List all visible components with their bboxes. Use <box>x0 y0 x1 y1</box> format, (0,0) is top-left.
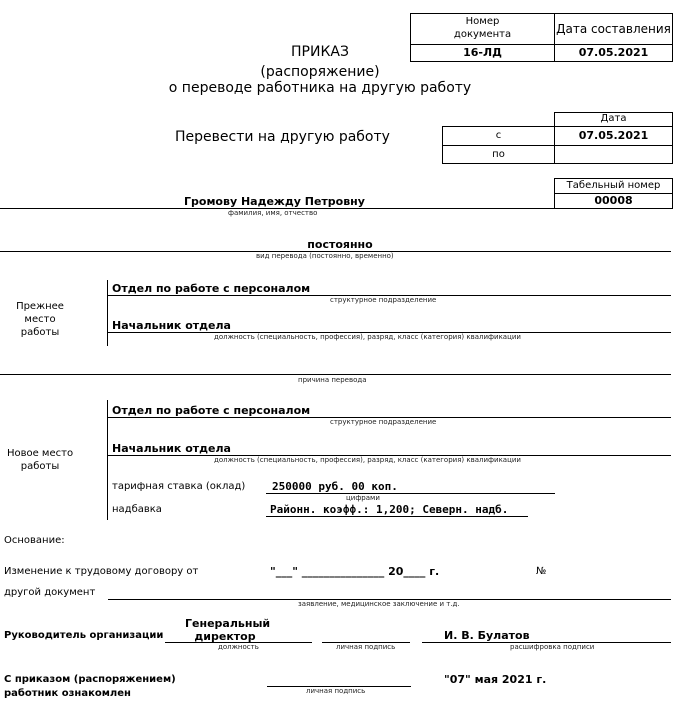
order-title: ПРИКАЗ <box>291 44 349 60</box>
other-doc-caption: заявление, медицинское заключение и т.д. <box>298 600 460 608</box>
ack-date: "07" мая 2021 г. <box>444 673 547 686</box>
head-name-caption: расшифровка подписи <box>510 643 595 651</box>
bonus-line <box>266 516 528 517</box>
prev-position-value: Начальник отдела <box>112 319 231 332</box>
new-position-caption: должность (специальность, профессия), разряд, класс (категория) квалификации <box>214 456 521 464</box>
transfer-heading: Перевести на другую работу <box>175 129 390 145</box>
basis-label: Основание: <box>4 535 65 546</box>
employee-name-caption: фамилия, имя, отчество <box>228 209 318 217</box>
bonus-value: Районн. коэфф.: 1,200; Северн. надб. <box>270 503 509 516</box>
head-name: И. В. Булатов <box>444 629 530 642</box>
from-label: с <box>495 130 502 141</box>
new-place-bracket <box>107 400 108 520</box>
number-sign: № <box>536 566 547 577</box>
doc-date-label: Дата составления <box>556 22 671 36</box>
rate-value: 250000 руб. 00 коп. <box>272 480 398 493</box>
prev-position-caption: должность (специальность, профессия), разряд, класс (категория) квалификации <box>214 333 521 341</box>
rate-label: тарифная ставка (оклад) <box>112 481 246 492</box>
transfer-type-value: постоянно <box>307 238 373 251</box>
employee-name: Громову Надежду Петровну <box>184 195 365 208</box>
date-col-label: Дата <box>600 113 627 124</box>
bonus-label: надбавка <box>112 504 162 515</box>
change-label: Изменение к трудовому договору от <box>4 566 199 577</box>
head-sign-caption: личная подпись <box>336 643 396 651</box>
tab-number-label: Табельный номер <box>566 180 661 191</box>
transfer-type-caption: вид перевода (постоянно, временно) <box>256 252 394 260</box>
to-label: по <box>492 149 505 160</box>
other-doc-label: другой документ <box>4 587 96 598</box>
prev-place-label: Прежнее место работы <box>16 301 64 338</box>
head-position-caption: должность <box>218 643 259 651</box>
new-dept-value: Отдел по работе с персоналом <box>112 404 311 417</box>
order-description: о переводе работника на другую работу <box>168 80 472 96</box>
reason-caption: причина перевода <box>298 376 367 384</box>
ack-sign-caption: личная подпись <box>306 687 366 695</box>
tab-number-value: 00008 <box>594 194 633 207</box>
ack-label-2: работник ознакомлен <box>4 688 131 699</box>
prev-dept-value: Отдел по работе с персоналом <box>112 282 311 295</box>
prev-dept-caption: структурное подразделение <box>330 296 437 304</box>
new-place-label: Новое место работы <box>6 448 74 472</box>
rate-caption: цифрами <box>346 494 380 502</box>
change-date: "___" _______________ 20____ г. <box>270 565 440 578</box>
ack-label-1: С приказом (распоряжением) <box>4 674 176 685</box>
doc-number-value: 16-ЛД <box>463 46 502 59</box>
from-date-value: 07.05.2021 <box>578 129 649 142</box>
reason-line <box>0 374 671 375</box>
new-position-value: Начальник отдела <box>112 442 231 455</box>
doc-number-label: Номер документа <box>453 16 512 40</box>
head-label: Руководитель организации <box>4 630 164 641</box>
rate-line <box>266 493 555 494</box>
head-position: Генеральный директор <box>185 617 271 643</box>
to-value-cell <box>554 145 673 164</box>
order-subtitle: (распоряжение) <box>260 64 380 80</box>
new-dept-caption: структурное подразделение <box>330 418 437 426</box>
prev-place-bracket <box>107 280 108 346</box>
doc-date-value: 07.05.2021 <box>578 46 649 59</box>
